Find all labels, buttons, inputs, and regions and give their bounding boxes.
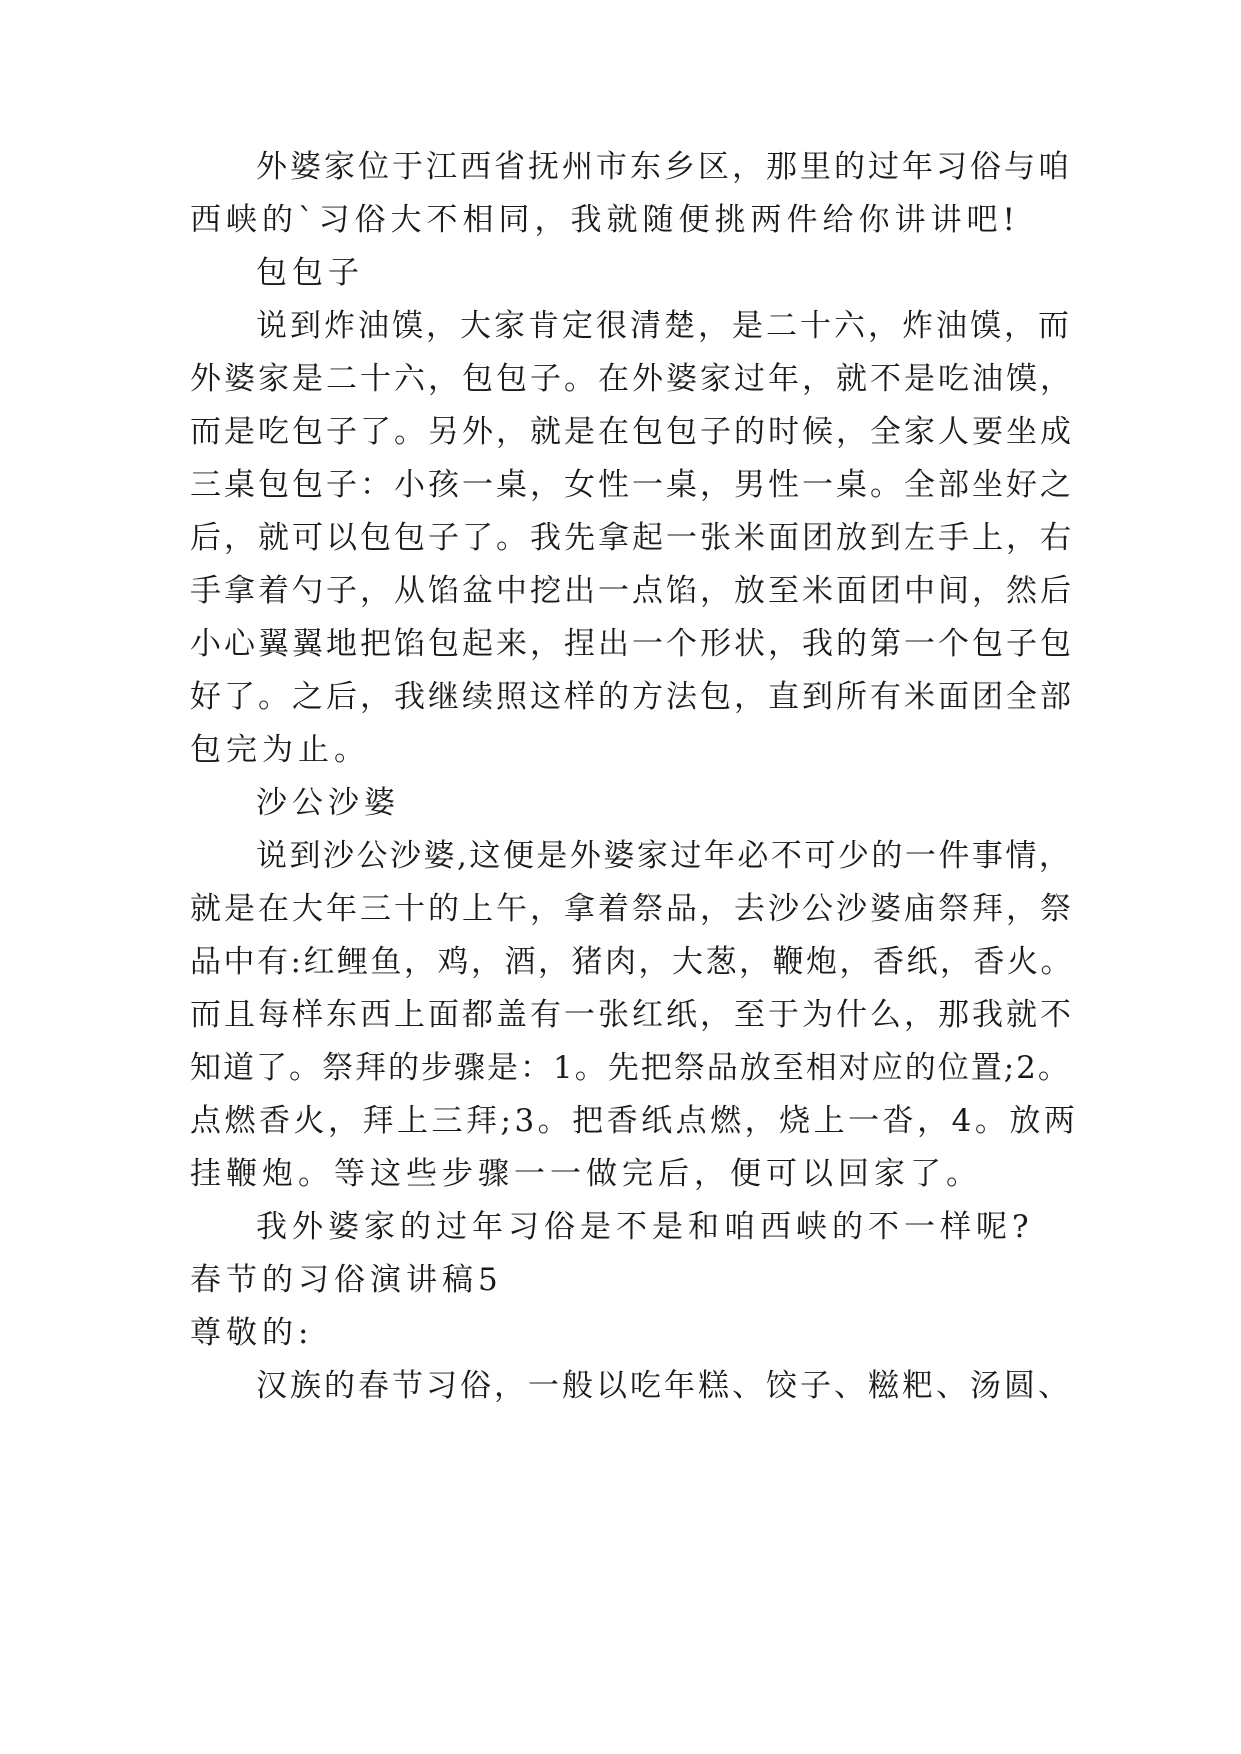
section-heading-baobaozi: 包包子 xyxy=(256,255,364,291)
paragraph-baozi-line-5: 后，就可以包包子了。我先拿起一张米面团放到左手上，右 xyxy=(190,520,1074,556)
paragraph-baozi-line-9: 包完为止。 xyxy=(190,732,370,768)
paragraph-shagong-line-4: 而且每样东西上面都盖有一张红纸，至于为什么，那我就不 xyxy=(190,997,1074,1033)
paragraph-baozi-line-3: 而是吃包子了。另外，就是在包包子的时候，全家人要坐成 xyxy=(190,414,1074,450)
paragraph-han-customs-line-1: 汉族的春节习俗，一般以吃年糕、饺子、糍粑、汤圆、 xyxy=(256,1368,1072,1404)
section-title-speech-5: 春节的习俗演讲稿5 xyxy=(190,1262,503,1298)
paragraph-shagong-line-1: 说到沙公沙婆,这便是外婆家过年必不可少的一件事情， xyxy=(256,838,1073,874)
paragraph-baozi-line-1: 说到炸油馍，大家肯定很清楚，是二十六，炸油馍，而 xyxy=(256,308,1072,344)
paragraph-intro-line-1: 外婆家位于江西省抚州市东乡区，那里的过年习俗与咱 xyxy=(256,149,1072,185)
paragraph-shagong-line-6: 点燃香火，拜上三拜;3。把香纸点燃，烧上一沓，4。放两 xyxy=(190,1103,1079,1139)
paragraph-shagong-line-3: 品中有:红鲤鱼，鸡，酒，猪肉，大葱，鞭炮，香纸，香火。 xyxy=(190,944,1074,980)
paragraph-baozi-line-2: 外婆家是二十六，包包子。在外婆家过年，就不是吃油馍， xyxy=(190,361,1074,397)
paragraph-shagong-line-5: 知道了。祭拜的步骤是：1。先把祭品放至相对应的位置;2。 xyxy=(190,1050,1071,1086)
paragraph-intro-line-2: 西峡的`习俗大不相同，我就随便挑两件给你讲讲吧! xyxy=(190,202,1020,238)
paragraph-shagong-line-2: 就是在大年三十的上午，拿着祭品，去沙公沙婆庙祭拜，祭 xyxy=(190,891,1074,927)
paragraph-baozi-line-8: 好了。之后，我继续照这样的方法包，直到所有米面团全部 xyxy=(190,679,1074,715)
paragraph-shagong-line-7: 挂鞭炮。等这些步骤一一做完后，便可以回家了。 xyxy=(190,1156,982,1192)
salutation: 尊敬的: xyxy=(190,1315,314,1351)
paragraph-baozi-line-7: 小心翼翼地把馅包起来，捏出一个形状，我的第一个包子包 xyxy=(190,626,1074,662)
paragraph-closing-question: 我外婆家的过年习俗是不是和咱西峡的不一样呢? xyxy=(256,1209,1034,1245)
section-heading-shagongshapo: 沙公沙婆 xyxy=(256,785,400,821)
paragraph-baozi-line-4: 三桌包包子：小孩一桌，女性一桌，男性一桌。全部坐好之 xyxy=(190,467,1074,503)
paragraph-baozi-line-6: 手拿着勺子，从馅盆中挖出一点馅，放至米面团中间，然后 xyxy=(190,573,1074,609)
